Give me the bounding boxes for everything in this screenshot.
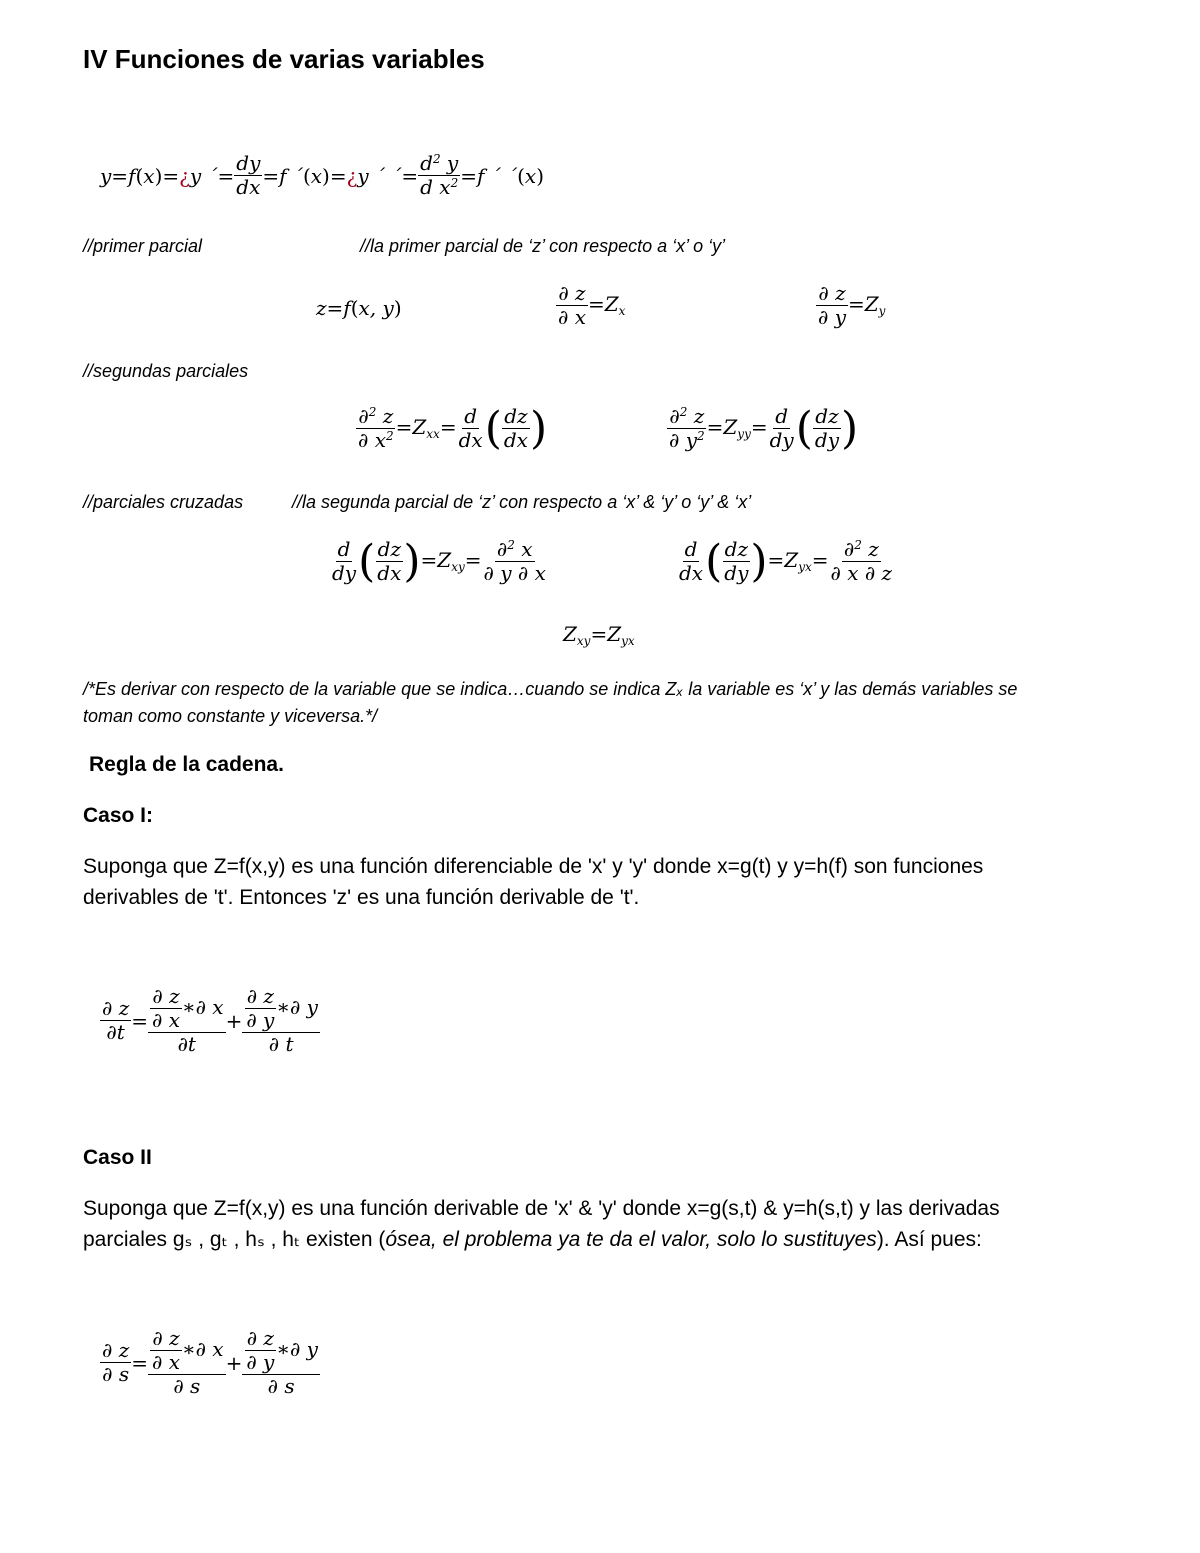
chain-rule-case-2-equation: $\frac{\partial z}{\partial s}$ = $\frac{\partial z}{\partial x}$ ∗∂ x ∂ s + $\frac{\partial z}{\partial y}$ ∗∂ y ∂ s (102, 1326, 318, 1398)
case-2-text-line-2-end: ). Así pues: (876, 1228, 982, 1251)
comment-segundas-parciales: //segundas parciales (83, 361, 249, 381)
function-definition-equation: z=f(x, y) (316, 296, 402, 320)
case-1-heading: Caso I: (83, 804, 154, 827)
case-2-text-line-1: Suponga que Z=f(x,y) es una función derivable de 'x' & 'y' donde x=g(s,t) & y=h(s,t) y las derivadas (83, 1197, 1000, 1220)
case-1-text-line-1: Suponga que Z=f(x,y) es una función diferenciable de 'x' y 'y' donde x=g(t) y y=h(f) son funciones (83, 855, 984, 878)
partial-x-equation: $\frac{\partial z}{\partial x}$ $=Z_x$ (558, 281, 626, 329)
second-partial-xx-equation: $\frac{\partial^2 z}{\partial x^2}$ $=Z_{xx}=$ $\frac{d}{dx}$ ( $\frac{dz}{dx}$ ) (358, 402, 548, 454)
case-2-heading: Caso II (83, 1146, 152, 1169)
page-title: IV Funciones de varias variables (83, 44, 485, 74)
partial-y-equation: $\frac{\partial z}{\partial y}$ $=Z_y$ (818, 281, 886, 329)
case-2-text-line-2-italic: ósea, el problema ya te da el valor, solo lo sustituyes (385, 1228, 877, 1251)
mixed-partial-xy-equation: $\frac{d}{dy}$ ( $\frac{dz}{dx}$ ) $=Z_{xy}=$ $\frac{\partial^2 x}{\partial y \partial x}$ (332, 535, 546, 587)
chain-rule-case-1-equation: $\frac{\partial z}{\partial t}$ = $\frac{\partial z}{\partial x}$ ∗∂ x ∂t + $\frac{\partial z}{\partial y}$ ∗∂ y ∂ t (102, 984, 318, 1056)
second-partial-yy-equation: $\frac{\partial^2 z}{\partial y^2}$ $=Z_{yy}=$ $\frac{d}{dy}$ ( $\frac{dz}{dy}$ ) (669, 402, 859, 454)
mixed-partial-yx-equation: $\frac{d}{dx}$ ( $\frac{dz}{dy}$ ) $=Z_{yx}=$ $\frac{\partial^2 z}{\partial x \partial z}$ (679, 535, 893, 587)
comment-parciales-cruzadas: //parciales cruzadas (83, 492, 244, 512)
mixed-partials-equality-equation: $Z_{xy}=Z_{yx}$ (563, 622, 635, 649)
comment-primer-parcial-desc: //la primer parcial de ‘z’ con respecto a ‘x’ o ‘y’ (360, 236, 726, 256)
note-line-1: /*Es derivar con respecto de la variable que se indica…cuando se indica Zₓ la variable es ‘x’ y las demás variables se (83, 679, 1018, 699)
derivative-notation-equation: y=f ( x ) = ¿ y ´= $\frac{dy}{dx}$ =f ´ ( x ) = ¿ y ´ ´= $\frac{d^2 y}{d x^2}$ =f ´ ´ ( x ) (100, 151, 545, 199)
comment-primer-parcial: //primer parcial (83, 236, 203, 256)
chain-rule-heading: Regla de la cadena. (89, 753, 284, 776)
note-line-2: toman como constante y viceversa.*/ (83, 706, 378, 726)
case-2-text-line-2-start: parciales gₛ , gₜ , hₛ , hₜ existen ( (83, 1228, 386, 1251)
case-1-text-line-2: derivables de 't'. Entonces 'z' es una función derivable de 't'. (83, 886, 640, 909)
comment-parciales-cruzadas-desc: //la segunda parcial de ‘z’ con respecto a ‘x’ & ‘y’ o ‘y’ & ‘x’ (292, 492, 752, 512)
case-2-text-line-2 (83, 1224, 982, 1255)
